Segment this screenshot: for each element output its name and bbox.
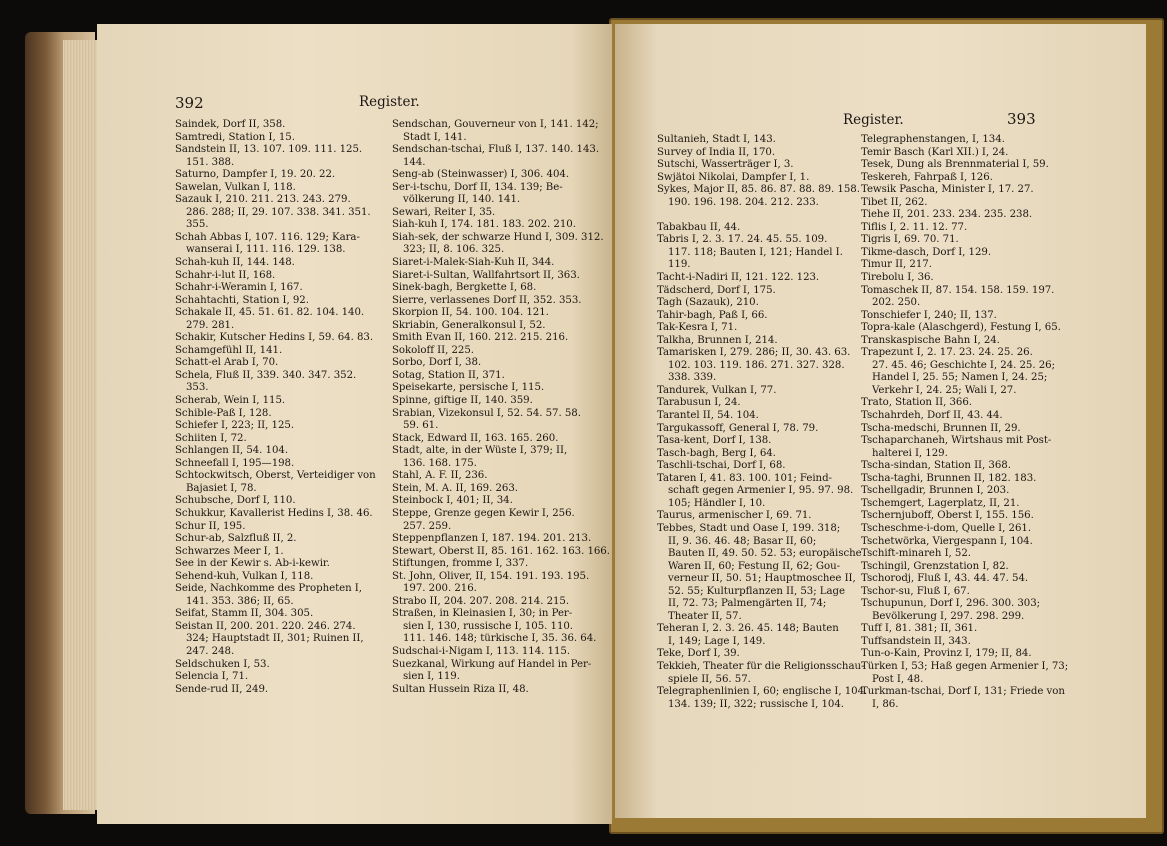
- index-entry: Tamarisken I, 279. 286; II, 30. 43. 63.: [657, 347, 851, 359]
- index-entry: Saturno, Dampfer I, 19. 20. 22.: [175, 169, 336, 181]
- index-entry: Tscha-taghi, Brunnen II, 182. 183.: [861, 472, 1037, 484]
- index-entry: Stein, M. A. II, 169. 263.: [392, 482, 518, 494]
- index-entry: Tewsik Pascha, Minister I, 17. 27.: [861, 184, 1034, 196]
- index-entry: Steppe, Grenze gegen Kewir I, 256.: [392, 507, 575, 519]
- index-entry: Survey of India II, 170.: [657, 146, 776, 158]
- index-entry: Transkaspische Bahn I, 24.: [861, 334, 1000, 346]
- index-entry: Targukassoff, General I, 78. 79.: [657, 422, 819, 434]
- index-entry: Sewari, Reiter I, 35.: [392, 206, 496, 218]
- index-entry: sien I, 130, russische I, 105. 110.: [403, 620, 574, 632]
- index-entry: Tesek, Dung als Brennmaterial I, 59.: [861, 159, 1049, 171]
- index-entry: Tebbes, Stadt und Oase I, 199. 318;: [657, 522, 841, 534]
- index-entry: Tschupunun, Dorf I, 296. 300. 303;: [861, 598, 1041, 610]
- index-entry: wanserai I, 111. 116. 129. 138.: [186, 244, 346, 256]
- index-entry: Tschemgert, Lagerplatz, II, 21.: [861, 497, 1020, 509]
- index-entry: Waren II, 60; Festung II, 62; Gou-: [668, 560, 840, 572]
- index-entry: Tikme-dasch, Dorf I, 129.: [861, 246, 992, 258]
- index-entry: 151. 388.: [186, 156, 235, 168]
- right-page: [615, 24, 1146, 818]
- index-entry: Sazauk I, 210. 211. 213. 243. 279.: [175, 194, 351, 206]
- index-entry: Stadt I, 141.: [403, 131, 467, 143]
- index-entry: Telegraphenlinien I, 60; englische I, 104.: [657, 686, 868, 698]
- index-entry: Schakir, Kutscher Hedins I, 59. 64. 83.: [175, 332, 374, 344]
- index-entry: Seifat, Stamm II, 304. 305.: [175, 608, 314, 620]
- index-entry: Schah Abbas I, 107. 116. 129; Kara-: [175, 231, 360, 243]
- page-number-left: 392: [175, 94, 204, 112]
- index-column-left-2: [392, 119, 614, 696]
- index-entry: Steppenpflanzen I, 187. 194. 201. 213.: [392, 533, 592, 545]
- index-entry: Seldschuken I, 53.: [175, 658, 270, 670]
- index-entry: Siah-kuh I, 174. 181. 183. 202. 210.: [392, 219, 576, 231]
- index-entry: Sutschi, Wasserträger I, 3.: [657, 159, 794, 171]
- index-entry: Sendschan, Gouverneur von I, 141. 142;: [392, 119, 599, 130]
- index-entry: Tasch-bagh, Berg I, 64.: [657, 447, 776, 459]
- index-entry: Teskereh, Fahrpaß I, 126.: [861, 171, 993, 183]
- index-entry: Tschellgadir, Brunnen I, 203.: [861, 485, 1010, 497]
- index-entry: Tak-Kesra I, 71.: [657, 322, 738, 334]
- index-entry: St. John, Oliver, II, 154. 191. 193. 195.: [392, 570, 590, 582]
- index-entry: Smith Evan II, 160. 212. 215. 216.: [392, 332, 569, 344]
- index-column-right-2: [861, 134, 1086, 711]
- index-entry: Tandurek, Vulkan I, 77.: [657, 384, 777, 396]
- index-entry: Schukkur, Kavallerist Hedins I, 38. 46.: [175, 507, 373, 519]
- index-entry: Tschetwörka, Viergespann I, 104.: [861, 535, 1033, 547]
- index-entry: 52. 55; Kulturpflanzen II, 53; Lage: [668, 585, 845, 597]
- index-entry: Tiehe II, 201. 233. 234. 235. 238.: [861, 209, 1033, 221]
- index-entry: Schneefall I, 195—198.: [175, 457, 295, 469]
- index-entry: Sykes, Major II, 85. 86. 87. 88. 89. 158.: [657, 184, 860, 196]
- index-entry: Siaret-i-Malek-Siah-Kuh II, 344.: [392, 257, 555, 269]
- index-entry: Tabris I, 2. 3. 17. 24. 45. 55. 109.: [657, 234, 828, 246]
- index-entry: Schur-ab, Salzfluß II, 2.: [175, 533, 297, 545]
- index-entry: Ser-i-tschu, Dorf II, 134. 139; Be-: [392, 181, 563, 193]
- index-entry: Sende-rud II, 249.: [175, 683, 269, 695]
- index-entry: Tscha-medschi, Brunnen II, 29.: [861, 422, 1021, 434]
- index-entry: Tschahrdeh, Dorf II, 43. 44.: [861, 410, 1003, 422]
- index-entry: Tschingil, Grenzstation I, 82.: [861, 560, 1009, 572]
- index-entry: Tirebolu I, 36.: [861, 272, 934, 284]
- index-entry: Topra-kale (Alaschgerd), Festung I, 65.: [861, 322, 1061, 334]
- index-entry: Taschli-tschai, Dorf I, 68.: [657, 460, 786, 472]
- index-entry: schaft gegen Armenier I, 95. 97. 98.: [668, 485, 854, 497]
- index-entry: Seistan II, 200. 201. 220. 246. 274.: [175, 620, 356, 632]
- page-number-right: 393: [1007, 110, 1036, 128]
- index-entry: Sokoloff II, 225.: [392, 344, 474, 356]
- index-entry: Timur II, 217.: [861, 259, 932, 271]
- index-entry: Schahr-i-Weramin I, 167.: [175, 282, 303, 294]
- index-entry: 111. 146. 148; türkische I, 35. 36. 64.: [403, 633, 597, 645]
- index-entry: 117. 118; Bauten I, 121; Handel I.: [668, 246, 843, 258]
- index-entry: Tscheschme-i-dom, Quelle I, 261.: [861, 522, 1032, 534]
- index-entry: Schatt-el Arab I, 70.: [175, 357, 279, 369]
- index-entry: Bajasiet I, 78.: [186, 482, 257, 494]
- index-entry: Stahl, A. F. II, 236.: [392, 470, 488, 482]
- index-entry: Spinne, giftige II, 140. 359.: [392, 395, 533, 407]
- index-entry: Tschernjuboff, Oberst I, 155. 156.: [861, 510, 1034, 522]
- index-entry: Theater II, 57.: [668, 610, 742, 622]
- index-entry: Handel I, 25. 55; Namen I, 24. 25;: [872, 372, 1048, 384]
- index-entry: Straßen, in Kleinasien I, 30; in Per-: [392, 608, 573, 620]
- index-entry: II, 9. 36. 46. 48; Basar II, 60;: [668, 535, 817, 547]
- index-entry: Schiiten I, 72.: [175, 432, 247, 444]
- index-entry: Scherab, Wein I, 115.: [175, 395, 286, 407]
- index-entry: 134. 139; II, 322; russische I, 104.: [668, 698, 844, 710]
- index-entry: I, 149; Lage I, 149.: [668, 635, 766, 647]
- index-entry: Swjätoi Nikolai, Dampfer I, 1.: [657, 171, 810, 183]
- index-entry: Siaret-i-Sultan, Wallfahrtsort II, 363.: [392, 269, 580, 281]
- index-entry: Tuffsandstein II, 343.: [861, 635, 971, 647]
- index-entry: Saindek, Dorf II, 358.: [175, 119, 286, 130]
- index-entry: Bauten II, 49. 50. 52. 53; europäische: [668, 548, 862, 560]
- index-entry: 338. 339.: [668, 372, 717, 384]
- index-entry: Tschaparchaneh, Wirtshaus mit Post-: [861, 435, 1052, 447]
- index-entry: Stewart, Oberst II, 85. 161. 162. 163. 166.: [392, 545, 610, 557]
- index-entry: Schela, Fluß II, 339. 340. 347. 352.: [175, 369, 357, 381]
- index-entry: Tschor-su, Fluß I, 67.: [861, 585, 970, 597]
- index-entry: spiele II, 56. 57.: [668, 673, 751, 685]
- index-entry: Tomaschek II, 87. 154. 158. 159. 197.: [861, 284, 1055, 296]
- index-entry: Talkha, Brunnen I, 214.: [657, 334, 778, 346]
- index-entry: Schakale II, 45. 51. 61. 82. 104. 140.: [175, 307, 365, 319]
- index-entry: Schamgefühl II, 141.: [175, 344, 283, 356]
- index-entry: II, 72. 73; Palmengärten II, 74;: [668, 598, 827, 610]
- index-entry: 102. 103. 119. 186. 271. 327. 328.: [668, 359, 845, 371]
- index-entry: Sinek-bagh, Bergkette I, 68.: [392, 282, 537, 294]
- index-entry: Telegraphenstangen, I, 134.: [861, 134, 1005, 145]
- index-entry: Schur II, 195.: [175, 520, 246, 532]
- index-entry: halterei I, 129.: [872, 447, 948, 459]
- index-entry: Samtredi, Station I, 15.: [175, 131, 295, 143]
- index-entry: Post I, 48.: [872, 673, 924, 685]
- index-entry: 286. 288; II, 29. 107. 338. 341. 351.: [186, 206, 371, 218]
- index-entry: Seide, Nachkomme des Propheten I,: [175, 583, 362, 595]
- index-entry: Sorbo, Dorf I, 38.: [392, 357, 482, 369]
- index-entry: Schubsche, Dorf I, 110.: [175, 495, 296, 507]
- index-entry: [657, 209, 872, 222]
- index-entry: Schiefer I, 223; II, 125.: [175, 420, 295, 432]
- left-page: [97, 24, 612, 824]
- index-entry: Tataren I, 41. 83. 100. 101; Feind-: [657, 472, 832, 484]
- index-entry: sien I, 119.: [403, 671, 460, 683]
- index-entry: Sehend-kuh, Vulkan I, 118.: [175, 570, 314, 582]
- index-entry: Tabakbau II, 44.: [657, 221, 741, 233]
- index-entry: 144.: [403, 156, 426, 168]
- page-header-right: Register.: [843, 112, 904, 128]
- index-entry: Sendschan-tschai, Fluß I, 137. 140. 143.: [392, 144, 600, 156]
- index-entry: Schahr-i-lut II, 168.: [175, 269, 276, 281]
- index-entry: Tun-o-Kain, Provinz I, 179; II, 84.: [861, 648, 1032, 660]
- index-entry: 59. 61.: [403, 420, 439, 432]
- index-column-left-1: [175, 119, 397, 696]
- index-entry: 355.: [186, 219, 209, 231]
- index-entry: Sierre, verlassenes Dorf II, 352. 353.: [392, 294, 582, 306]
- index-entry: 323; II, 8. 106. 325.: [403, 244, 505, 256]
- index-entry: Selencia I, 71.: [175, 671, 249, 683]
- index-entry: Tekkieh, Theater für die Religionsschau-: [657, 660, 865, 672]
- index-entry: 119.: [668, 259, 691, 271]
- open-book: [25, 18, 1160, 836]
- index-entry: völkerung II, 140. 141.: [403, 194, 521, 206]
- index-entry: Verkehr I, 24. 25; Wali I, 27.: [872, 384, 1017, 396]
- index-entry: 190. 196. 198. 204. 212. 233.: [668, 196, 819, 208]
- page-header-left: Register.: [359, 94, 420, 110]
- index-entry: Tscha-sindan, Station II, 368.: [861, 460, 1011, 472]
- index-column-right-1: [657, 134, 872, 711]
- index-entry: Srabian, Vizekonsul I, 52. 54. 57. 58.: [392, 407, 581, 419]
- index-entry: Seng-ab (Steinwasser) I, 306. 404.: [392, 169, 570, 181]
- index-entry: Stadt, alte, in der Wüste I, 379; II,: [392, 445, 568, 457]
- index-entry: Temir Basch (Karl XII.) I, 24.: [861, 146, 1009, 158]
- index-entry: Sandstein II, 13. 107. 109. 111. 125.: [175, 144, 363, 156]
- index-entry: 257. 259.: [403, 520, 452, 532]
- index-entry: Schible-Paß I, 128.: [175, 407, 272, 419]
- index-entry: Tädscherd, Dorf I, 175.: [657, 284, 776, 296]
- index-entry: Suezkanal, Wirkung auf Handel in Per-: [392, 658, 592, 670]
- index-entry: 279. 281.: [186, 319, 235, 331]
- index-entry: Schlangen II, 54. 104.: [175, 445, 289, 457]
- index-entry: 136. 168. 175.: [403, 457, 477, 469]
- index-entry: Tasa-kent, Dorf I, 138.: [657, 435, 772, 447]
- index-entry: Trapezunt I, 2. 17. 23. 24. 25. 26.: [861, 347, 1033, 359]
- index-entry: Trato, Station II, 366.: [861, 397, 972, 409]
- index-entry: 141. 353. 386; II, 65.: [186, 595, 294, 607]
- index-entry: Tagh (Sazauk), 210.: [657, 297, 759, 309]
- index-entry: verneur II, 50. 51; Hauptmoschee II,: [668, 573, 856, 585]
- index-entry: Tonschiefer I, 240; II, 137.: [861, 309, 997, 321]
- index-entry: Speisekarte, persische I, 115.: [392, 382, 545, 394]
- index-entry: 353.: [186, 382, 209, 394]
- index-entry: 247. 248.: [186, 645, 235, 657]
- index-entry: I, 86.: [872, 698, 899, 710]
- index-entry: Sudschai-i-Nigam I, 113. 114. 115.: [392, 645, 571, 657]
- index-entry: Skorpion II, 54. 100. 104. 121.: [392, 307, 549, 319]
- index-entry: 105; Händler I, 10.: [668, 497, 766, 509]
- index-entry: Bevölkerung I, 297. 298. 299.: [872, 610, 1025, 622]
- index-entry: 324; Hauptstadt II, 301; Ruinen II,: [186, 633, 364, 645]
- index-entry: Turkman-tschai, Dorf I, 131; Friede von: [861, 686, 1065, 698]
- index-entry: Sultan Hussein Riza II, 48.: [392, 683, 529, 695]
- index-entry: Tacht-i-Nadiri II, 121. 122. 123.: [657, 272, 820, 284]
- index-entry: Stiftungen, fromme I, 337.: [392, 558, 529, 570]
- index-entry: Sultanieh, Stadt I, 143.: [657, 134, 776, 145]
- index-entry: Tuff I, 81. 381; II, 361.: [861, 623, 978, 635]
- index-entry: Tschift-minareh I, 52.: [861, 548, 971, 560]
- index-entry: Schwarzes Meer I, 1.: [175, 545, 284, 557]
- index-entry: Tiflis I, 2. 11. 12. 77.: [861, 221, 968, 233]
- index-entry: Schah-kuh II, 144. 148.: [175, 257, 295, 269]
- index-entry: Steinbock I, 401; II, 34.: [392, 495, 513, 507]
- index-entry: Tibet II, 262.: [861, 196, 928, 208]
- index-entry: Taurus, armenischer I, 69. 71.: [657, 510, 812, 522]
- index-entry: Sotag, Station II, 371.: [392, 369, 505, 381]
- index-entry: Tarantel II, 54. 104.: [657, 410, 759, 422]
- index-entry: Sawelan, Vulkan I, 118.: [175, 181, 296, 193]
- index-entry: 27. 45. 46; Geschichte I, 24. 25. 26;: [872, 359, 1055, 371]
- index-entry: Tschorodj, Fluß I, 43. 44. 47. 54.: [861, 573, 1029, 585]
- index-entry: Siah-sek, der schwarze Hund I, 309. 312.: [392, 231, 604, 243]
- index-entry: Tahir-bagh, Paß I, 66.: [657, 309, 768, 321]
- index-entry: See in der Kewir s. Ab-i-kewir.: [175, 558, 330, 570]
- index-entry: 202. 250.: [872, 297, 921, 309]
- index-entry: Tarabusun I, 24.: [657, 397, 741, 409]
- index-entry: Teheran I, 2. 3. 26. 45. 148; Bauten: [657, 623, 839, 635]
- index-entry: Skriabin, Generalkonsul I, 52.: [392, 319, 546, 331]
- index-entry: Teke, Dorf I, 39.: [657, 648, 740, 660]
- index-entry: Stack, Edward II, 163. 165. 260.: [392, 432, 559, 444]
- index-entry: Türken I, 53; Haß gegen Armenier I, 73;: [861, 660, 1069, 672]
- index-entry: Schtockwitsch, Oberst, Verteidiger von: [175, 470, 376, 482]
- index-entry: Schahtachti, Station I, 92.: [175, 294, 309, 306]
- index-entry: Strabo II, 204. 207. 208. 214. 215.: [392, 595, 570, 607]
- index-entry: Tigris I, 69. 70. 71.: [861, 234, 959, 246]
- index-entry: 197. 200. 216.: [403, 583, 477, 595]
